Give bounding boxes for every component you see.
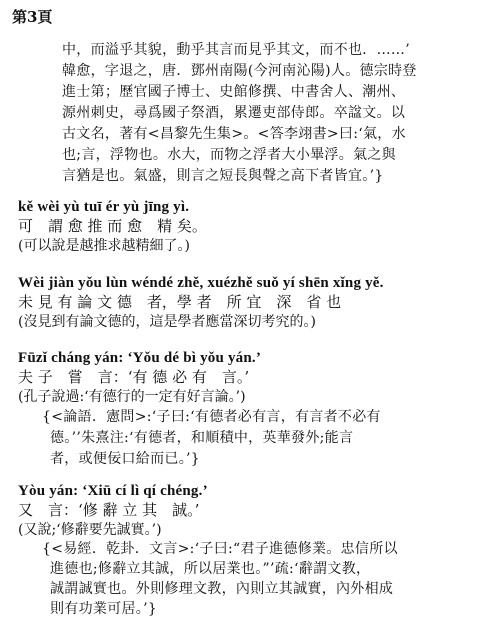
commentary-line: {<論語．憲問>:‘子曰:‘有德者必有言，有言者不必有 [42,409,381,425]
intro-line: 源州刺史，尋爲國子祭酒，累遷吏部侍郎。卒諡文。以 [62,105,406,121]
commentary-line: 則有功業可居。’} [50,601,158,617]
intro-line: 韓愈，字退之，唐．鄧州南陽(今河南沁陽)人。德宗時登 [62,63,417,79]
intro-line: 言猶是也。氣盛，則言之短長與聲之高下者皆宜。’} [62,168,384,184]
pinyin-line: Yòu yán: ‘Xiū cí lì qí chéng.’ [18,483,208,499]
translation-line: (孔子說過:‘有德行的一定有好言論。’) [18,389,246,405]
chinese-line: 未 見 有 論 文 德 者，學 者 所 宜 深 省 也 [18,293,342,311]
translation-line: (又說;‘修辭要先誠實。’) [18,522,162,538]
pinyin-line: Wèi jiàn yǒu lùn wéndé zhě, xuézhě suǒ yí shēn xǐng yě. [18,275,384,291]
pinyin-line: Fūzǐ cháng yán: ‘Yǒu dé bì yǒu yán.’ [18,350,262,366]
commentary-line: {<易經．乾卦．文言>:‘子曰:“君子進德修業。忠信所以 [42,541,398,557]
commentary-line: 者，或便佞口給而已。’} [50,451,200,467]
chinese-line: 又 言：‘修 辭 立 其 誠。’ [18,501,200,519]
intro-line: 古文名，著有<昌黎先生集>。<答李翊書>曰:‘氣，水 [62,126,406,142]
pinyin-line: kě wèi yù tuī ér yù jīng yì. [18,199,190,215]
intro-line: 也;言，浮物也。水大，而物之浮者大小畢浮。氣之與 [62,147,396,163]
commentary-line: 誠謂誠實也。外則修理文教，內則立其誠實，內外相成 [50,581,394,597]
intro-line: 進士第；歷官國子博士、史館修撰、中書舍人、潮州、 [62,84,406,100]
translation-line: (沒見到有論文德的，這是學者應當深切考究的。) [18,314,316,330]
commentary-line: 進德也;修辭立其誠，所以居業也。”’疏:‘辭謂文教， [50,561,371,577]
page-header: 第3頁 [12,8,53,26]
intro-line: 中，而溢乎其貌，動乎其言而見乎其文，而不也．……’ [62,42,410,58]
translation-line: (可以說是越推求越精細了。) [18,238,190,254]
chinese-line: 可 謂 愈 推 而 愈 精 矣。 [18,217,207,235]
chinese-line: 夫 子 嘗 言：‘有 德 必 有 言。’ [18,368,250,386]
commentary-line: 德。’’朱熹注:‘有德者，和順積中，英華發外;能言 [50,430,354,446]
